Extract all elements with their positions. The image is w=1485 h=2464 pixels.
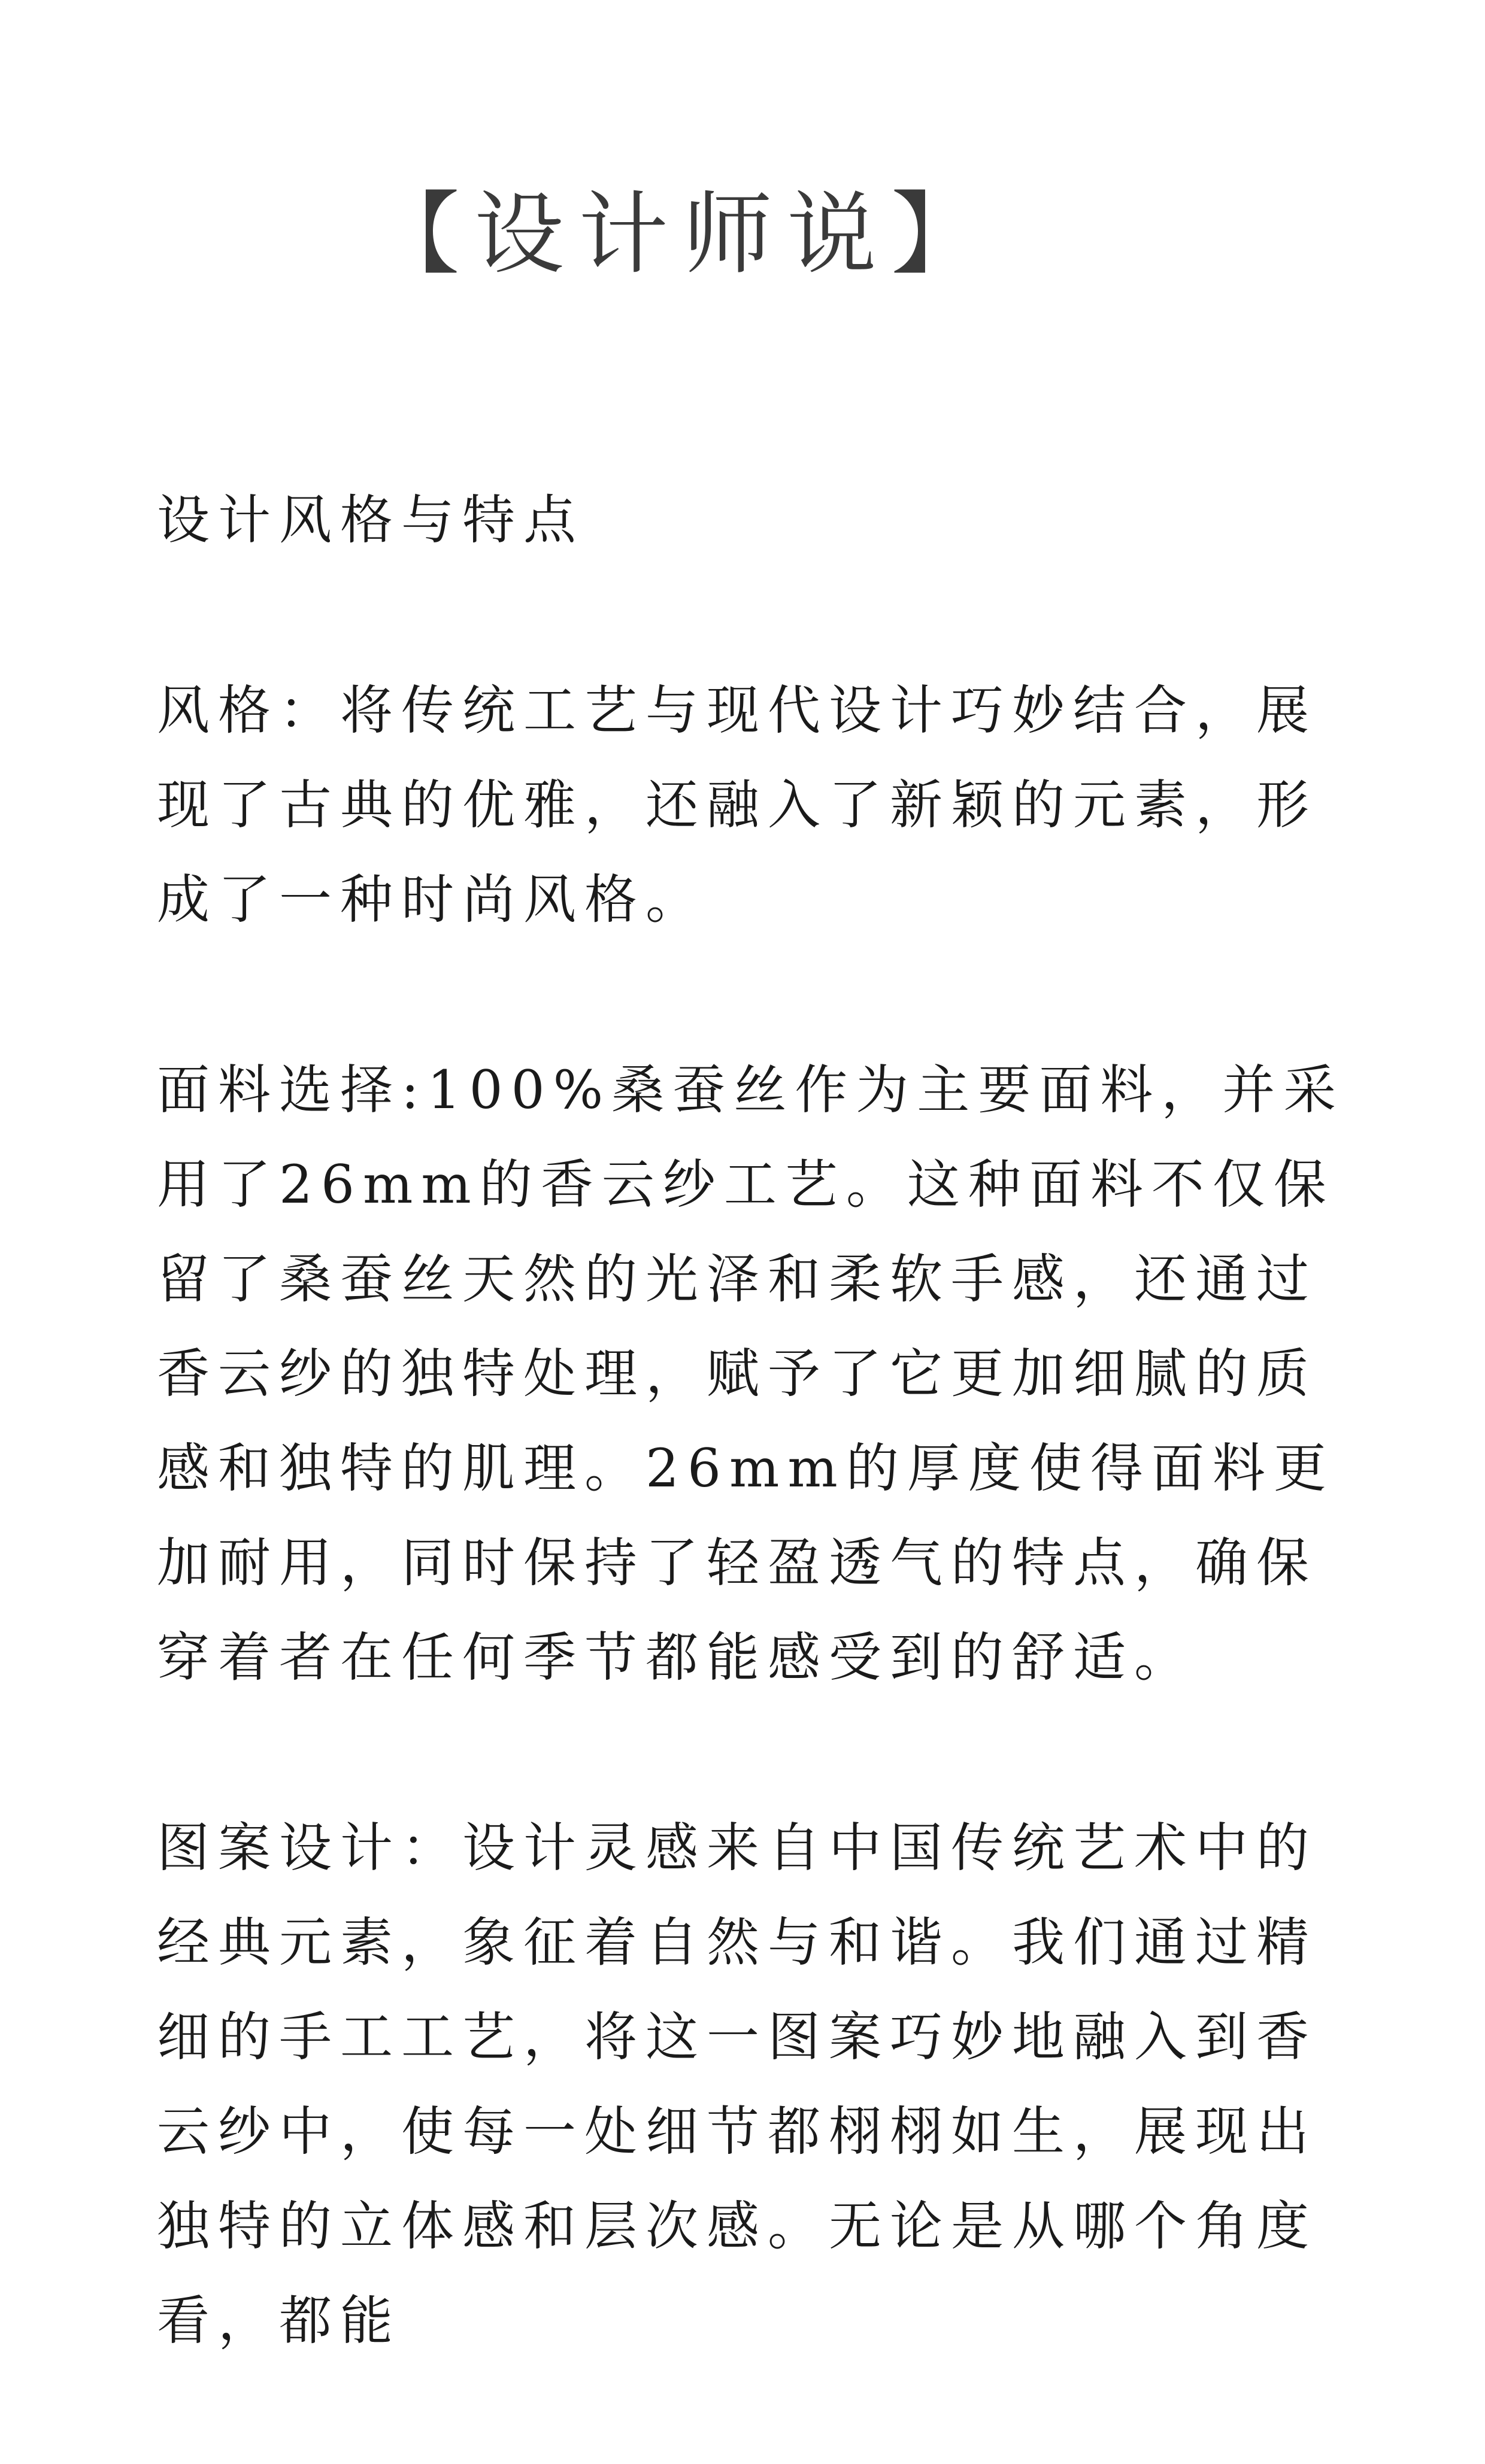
fabric-paragraph: 面料选择:100%桑蚕丝作为主要面料，并采用了26mm的香云纱工艺。这种面料不仅保留了桑蚕丝天然的光泽和柔软手感，还通过香云纱的独特处理，赋予了它更加细腻的质感和独特的肌理。26mm的厚度使得面料更加耐用，同时保持了轻盈透气的特点，确保穿着者在任何季节都能感受到的舒适。 [157, 1059, 1345, 1688]
pattern-paragraph: 图案设计：设计灵感来自中国传统艺术中的经典元素，象征着自然与和谐。我们通过精细的手工工艺，将这一图案巧妙地融入到香云纱中，使每一处细节都栩栩如生，展现出独特的立体感和层次感。无论是从哪个角度看，都能 [157, 1817, 1318, 2351]
page-title: 【设计师说】 [369, 183, 995, 287]
section-heading: 设计风格与特点 [157, 489, 585, 551]
article-body [157, 473, 1366, 2464]
style-paragraph: 风格：将传统工艺与现代设计巧妙结合，展现了古典的优雅，还融入了新颖的元素，形成了一种时尚风格。 [157, 679, 1318, 930]
